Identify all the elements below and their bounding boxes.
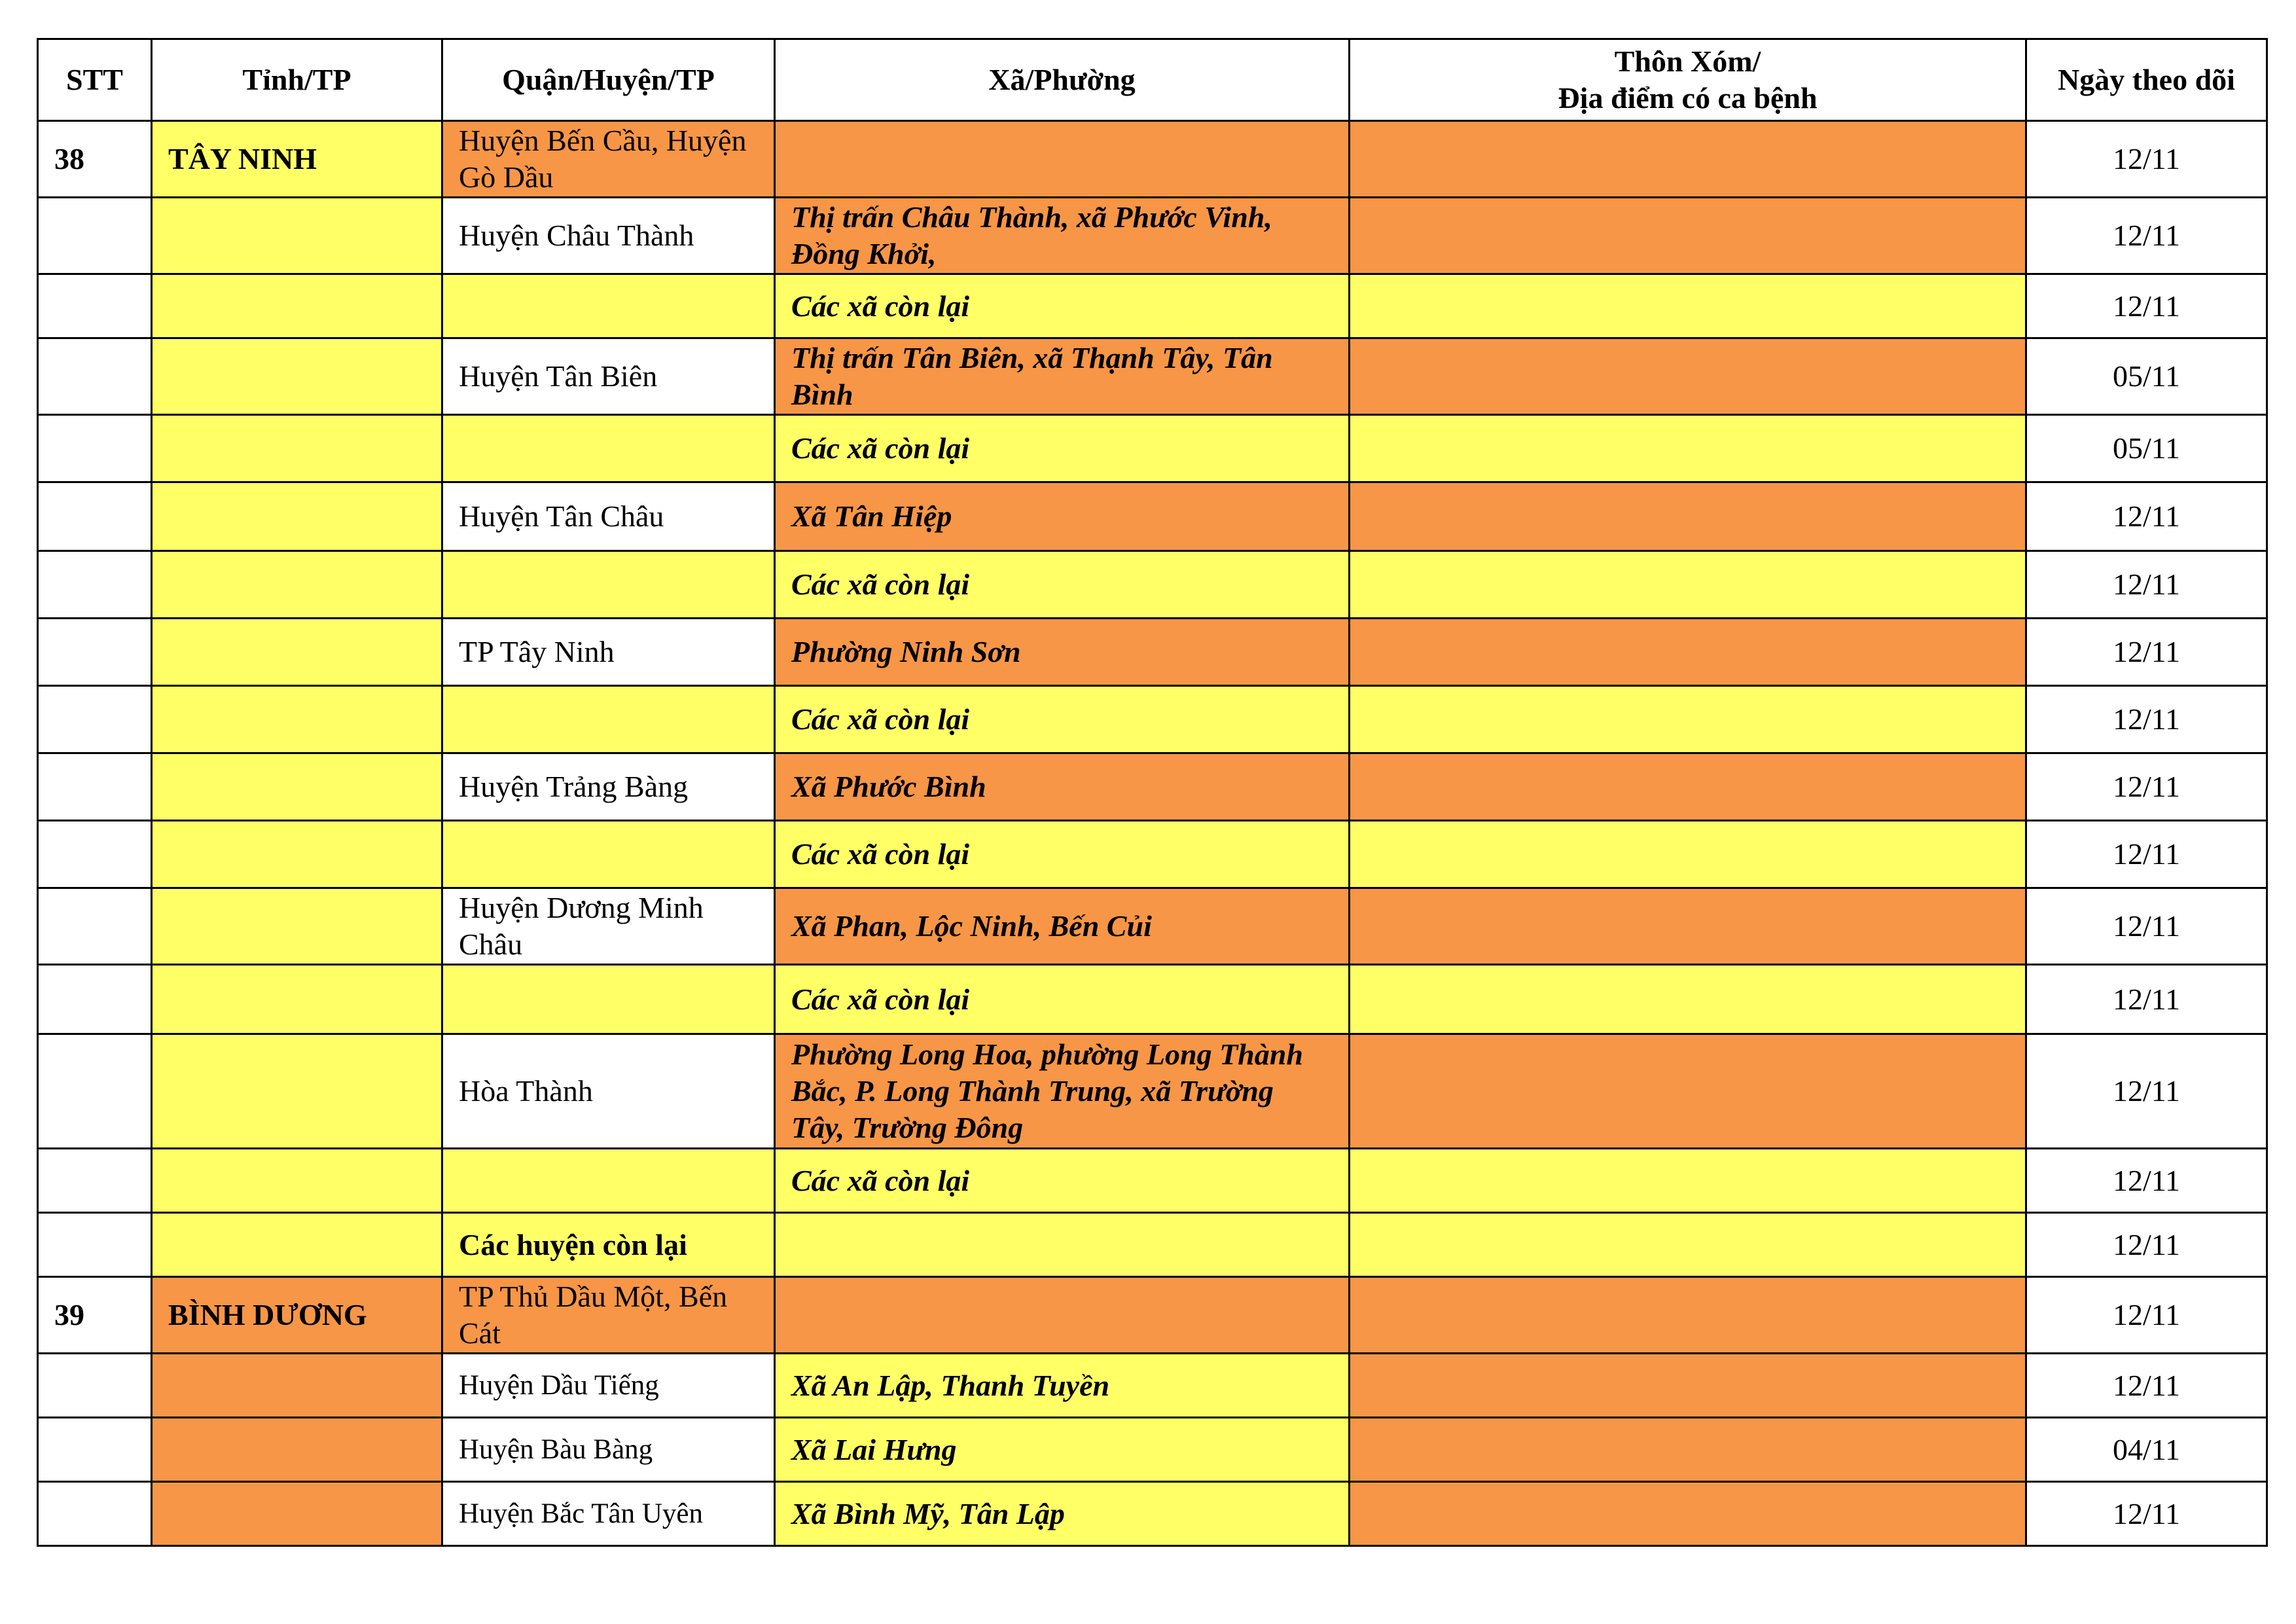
cell-ward: Phường Long Hoa, phường Long Thành Bắc, P. Long Thành Trung, xã Trường Tây, Trường Đông [775, 1034, 1350, 1149]
cell-district [442, 274, 775, 338]
cell-location [1350, 121, 2026, 198]
cell-province [152, 415, 442, 482]
cell-district [442, 551, 775, 619]
cell-date: 12/11 [2026, 198, 2267, 274]
table-row [38, 753, 2267, 821]
cell-ward: Phường Ninh Sơn [775, 619, 1350, 686]
cell-stt [38, 888, 152, 965]
cell-province [152, 1418, 442, 1482]
cell-location [1350, 338, 2026, 415]
table-row [38, 198, 2267, 274]
cell-date: 04/11 [2026, 1418, 2267, 1482]
cell-district: Huyện Bến Cầu, Huyện Gò Dầu [442, 121, 775, 198]
cell-location [1350, 198, 2026, 274]
cell-district: Huyện Châu Thành [442, 198, 775, 274]
cell-ward [775, 1213, 1350, 1277]
cell-province [152, 965, 442, 1034]
cell-district: Huyện Bàu Bàng [442, 1418, 775, 1482]
cell-district: Huyện Dầu Tiếng [442, 1354, 775, 1418]
cell-ward: Các xã còn lại [775, 551, 1350, 619]
cell-ward: Xã An Lập, Thanh Tuyền [775, 1354, 1350, 1418]
cell-location [1350, 1418, 2026, 1482]
cell-ward [775, 1277, 1350, 1354]
table-row [38, 121, 2267, 198]
cell-district: Huyện Tân Biên [442, 338, 775, 415]
cell-stt [38, 415, 152, 482]
cell-stt: 38 [38, 121, 152, 198]
cell-province [152, 274, 442, 338]
outbreak-tracking-table [37, 38, 2268, 1547]
cell-ward: Các xã còn lại [775, 274, 1350, 338]
cell-stt [38, 1354, 152, 1418]
cell-date: 12/11 [2026, 1482, 2267, 1546]
cell-date: 12/11 [2026, 753, 2267, 821]
table-row [38, 1034, 2267, 1149]
cell-ward: Các xã còn lại [775, 965, 1350, 1034]
cell-stt [38, 1213, 152, 1277]
cell-date: 12/11 [2026, 551, 2267, 619]
cell-district: Huyện Trảng Bàng [442, 753, 775, 821]
table-row [38, 686, 2267, 753]
cell-district: Huyện Tân Châu [442, 482, 775, 551]
table-row [38, 1149, 2267, 1213]
table-row [38, 482, 2267, 551]
cell-district: Huyện Dương Minh Châu [442, 888, 775, 965]
cell-province [152, 1213, 442, 1277]
cell-ward: Các xã còn lại [775, 415, 1350, 482]
cell-district: TP Tây Ninh [442, 619, 775, 686]
header-district: Quận/Huyện/TP [442, 39, 775, 121]
cell-location [1350, 551, 2026, 619]
cell-stt: 39 [38, 1277, 152, 1354]
cell-province [152, 1482, 442, 1546]
cell-stt [38, 551, 152, 619]
cell-province [152, 338, 442, 415]
cell-location [1350, 482, 2026, 551]
cell-location [1350, 274, 2026, 338]
cell-district [442, 821, 775, 888]
cell-province [152, 821, 442, 888]
cell-ward: Xã Bình Mỹ, Tân Lập [775, 1482, 1350, 1546]
cell-ward: Thị trấn Tân Biên, xã Thạnh Tây, Tân Bình [775, 338, 1350, 415]
cell-date: 12/11 [2026, 686, 2267, 753]
cell-ward: Các xã còn lại [775, 1149, 1350, 1213]
cell-stt [38, 1482, 152, 1546]
cell-stt [38, 686, 152, 753]
cell-date: 12/11 [2026, 1354, 2267, 1418]
table-row [38, 965, 2267, 1034]
header-row [38, 39, 2267, 121]
cell-date: 12/11 [2026, 619, 2267, 686]
cell-province [152, 888, 442, 965]
cell-date: 12/11 [2026, 888, 2267, 965]
cell-province [152, 1354, 442, 1418]
cell-district [442, 686, 775, 753]
cell-province: TÂY NINH [152, 121, 442, 198]
cell-location [1350, 415, 2026, 482]
cell-province [152, 198, 442, 274]
cell-ward: Xã Lai Hưng [775, 1418, 1350, 1482]
cell-date: 12/11 [2026, 482, 2267, 551]
cell-ward: Các xã còn lại [775, 821, 1350, 888]
cell-date: 12/11 [2026, 1213, 2267, 1277]
cell-date: 12/11 [2026, 121, 2267, 198]
cell-district: Các huyện còn lại [442, 1213, 775, 1277]
cell-location [1350, 1149, 2026, 1213]
cell-location [1350, 1354, 2026, 1418]
table-row [38, 338, 2267, 415]
cell-location [1350, 753, 2026, 821]
cell-province [152, 1034, 442, 1149]
cell-district: TP Thủ Dầu Một, Bến Cát [442, 1277, 775, 1354]
cell-stt [38, 1034, 152, 1149]
table-row [38, 619, 2267, 686]
cell-stt [38, 1418, 152, 1482]
cell-location [1350, 1213, 2026, 1277]
cell-ward: Xã Tân Hiệp [775, 482, 1350, 551]
cell-province [152, 482, 442, 551]
cell-ward: Xã Phước Bình [775, 753, 1350, 821]
cell-province [152, 686, 442, 753]
cell-stt [38, 274, 152, 338]
cell-date: 12/11 [2026, 821, 2267, 888]
table-row [38, 1354, 2267, 1418]
cell-location [1350, 1277, 2026, 1354]
table-row [38, 1277, 2267, 1354]
header-stt: STT [38, 39, 152, 121]
header-date: Ngày theo dõi [2026, 39, 2267, 121]
header-location-line2: Địa điểm có ca bệnh [1558, 81, 1818, 115]
cell-location [1350, 965, 2026, 1034]
cell-stt [38, 338, 152, 415]
cell-province [152, 1149, 442, 1213]
table-row [38, 1213, 2267, 1277]
cell-date: 05/11 [2026, 338, 2267, 415]
cell-date: 12/11 [2026, 965, 2267, 1034]
cell-district: Huyện Bắc Tân Uyên [442, 1482, 775, 1546]
cell-location [1350, 1482, 2026, 1546]
header-province: Tỉnh/TP [152, 39, 442, 121]
cell-province [152, 619, 442, 686]
header-ward: Xã/Phường [775, 39, 1350, 121]
cell-district: Hòa Thành [442, 1034, 775, 1149]
cell-stt [38, 482, 152, 551]
cell-district [442, 1149, 775, 1213]
cell-stt [38, 198, 152, 274]
header-location-line1: Thôn Xóm/ [1614, 45, 1761, 78]
cell-stt [38, 1149, 152, 1213]
cell-date: 12/11 [2026, 1149, 2267, 1213]
cell-location [1350, 1034, 2026, 1149]
cell-ward: Xã Phan, Lộc Ninh, Bến Củi [775, 888, 1350, 965]
cell-date: 05/11 [2026, 415, 2267, 482]
cell-stt [38, 753, 152, 821]
cell-location [1350, 821, 2026, 888]
cell-date: 12/11 [2026, 1034, 2267, 1149]
cell-district [442, 415, 775, 482]
cell-location [1350, 686, 2026, 753]
cell-stt [38, 619, 152, 686]
cell-stt [38, 821, 152, 888]
cell-location [1350, 888, 2026, 965]
cell-stt [38, 965, 152, 1034]
cell-ward [775, 121, 1350, 198]
cell-date: 12/11 [2026, 274, 2267, 338]
header-location [1350, 39, 2026, 121]
cell-location [1350, 619, 2026, 686]
cell-district [442, 965, 775, 1034]
table-row [38, 1482, 2267, 1546]
table-row [38, 821, 2267, 888]
cell-ward: Thị trấn Châu Thành, xã Phước Vinh, Đồng Khởi, [775, 198, 1350, 274]
table-row [38, 1418, 2267, 1482]
cell-date: 12/11 [2026, 1277, 2267, 1354]
table-row [38, 415, 2267, 482]
table-row [38, 551, 2267, 619]
cell-province [152, 551, 442, 619]
cell-province [152, 753, 442, 821]
table-row [38, 888, 2267, 965]
cell-ward: Các xã còn lại [775, 686, 1350, 753]
cell-province: BÌNH DƯƠNG [152, 1277, 442, 1354]
table-row [38, 274, 2267, 338]
